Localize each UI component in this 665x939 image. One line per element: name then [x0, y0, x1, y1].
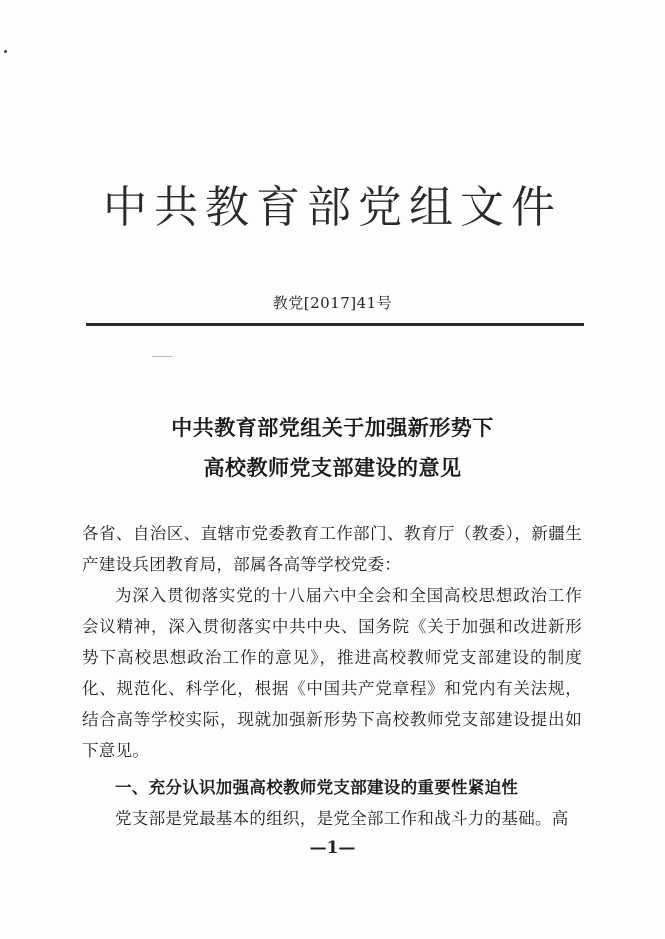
- scan-speck: [4, 50, 7, 53]
- document-title-line-2: 高校教师党支部建设的意见: [203, 456, 462, 480]
- section-heading-1: 一、充分认识加强高校教师党支部建设的重要性紧迫性: [115, 778, 519, 797]
- paragraph-intro: 为深入贯彻落实党的十八届六中全会和全国高校思想政治工作会议精神，深入贯彻落实中共中央、国务院《关于加强和改进新形势下高校思想政治工作的意见》，推进高校教师党支部建设的制度化、规范化、科学化，根据《中国共产党章程》和党内有关法规，结合高等学校实际，现就加强新形势下高校教师党支部建设提出如下意见。: [82, 586, 582, 760]
- document-title-line-1: 中共教育部党组关于加强新形势下: [171, 416, 494, 440]
- header-divider: [86, 323, 584, 326]
- page-number: —1—: [309, 838, 356, 858]
- addressee: 各省、自治区、直辖市党委教育工作部门、教育厅（教委），新疆生产建设兵团教育局，部属各高等学校党委：: [82, 524, 582, 574]
- document-header-title: 中共教育部党组文件: [103, 182, 562, 233]
- document-number: 教党[2017]41号: [272, 294, 393, 312]
- paragraph-section-1: 党支部是党最基本的组织，是党全部工作和战斗力的基础。高: [115, 809, 569, 828]
- faint-scan-mark: [152, 356, 172, 357]
